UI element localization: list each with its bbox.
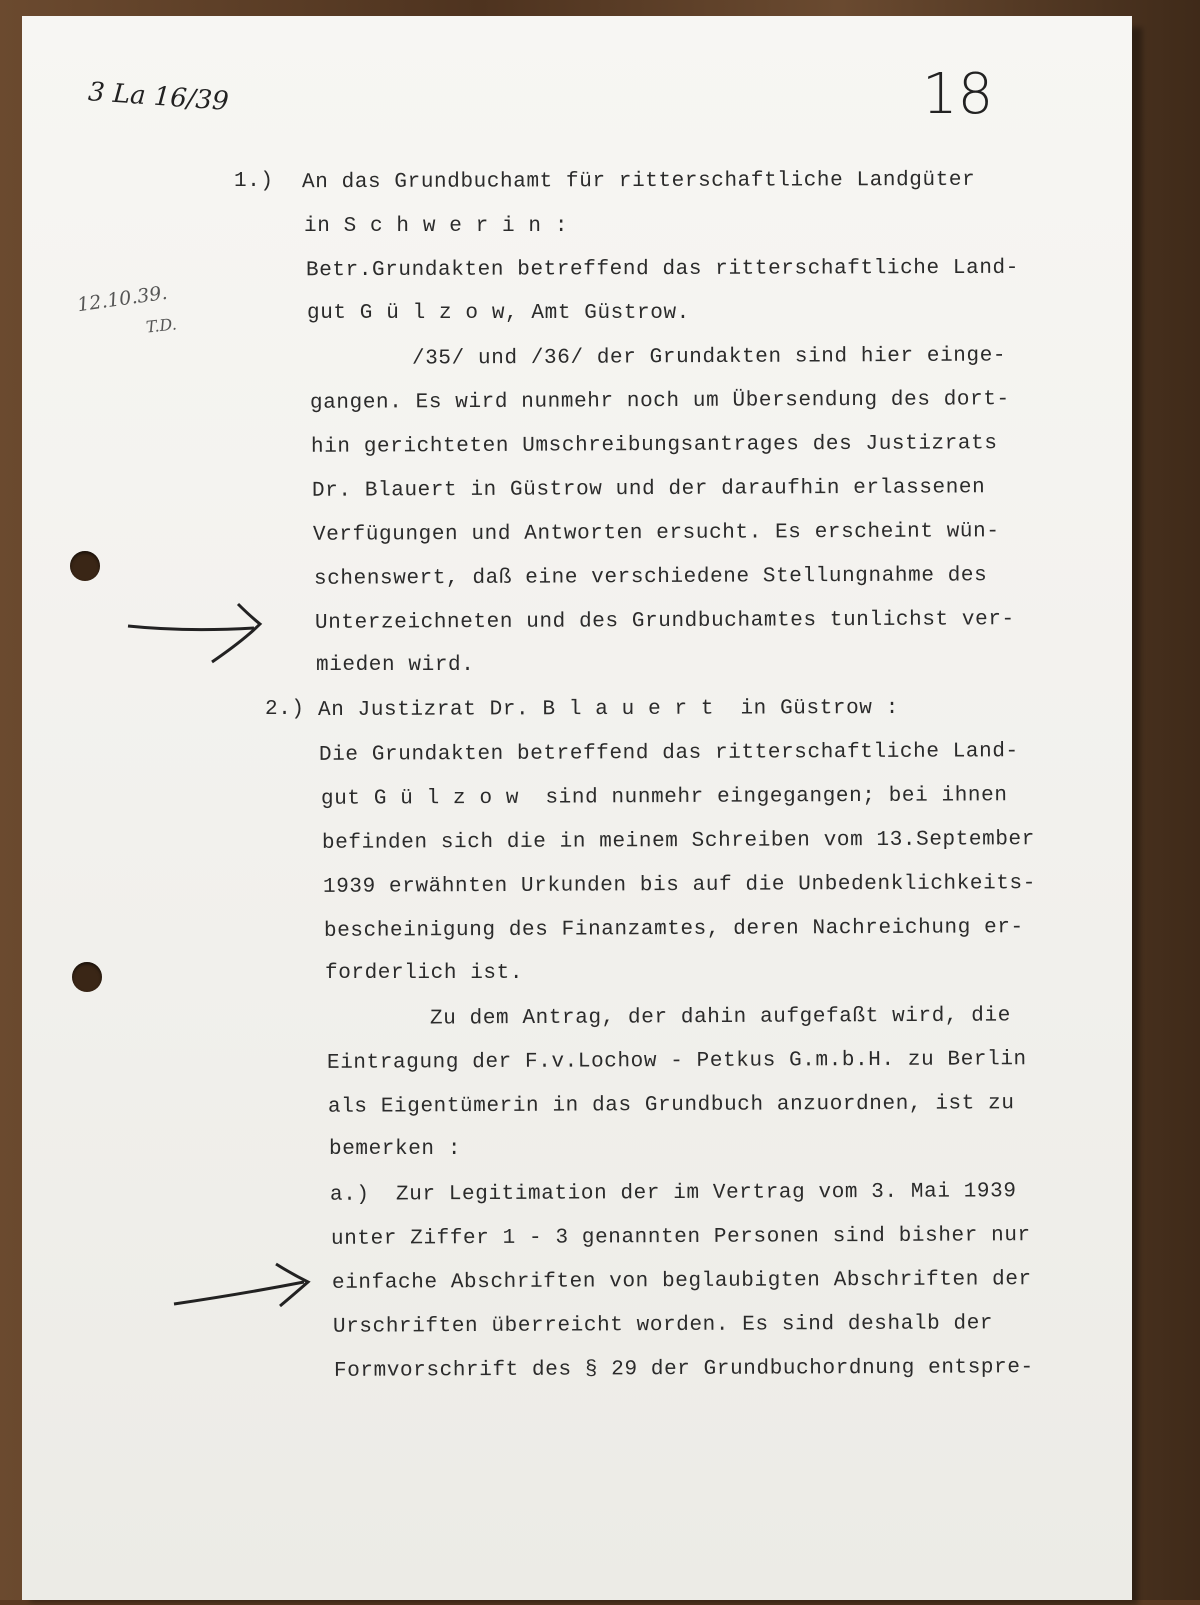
text-line: Die Grundakten betreffend das ritterschaftliche Land- xyxy=(318,740,1019,767)
text-line: als Eigentümerin in das Grundbuch anzuordnen, ist zu xyxy=(327,1092,1015,1119)
punch-hole-lower xyxy=(72,962,102,992)
text-line: gangen. Es wird nunmehr noch um Übersendung des dort- xyxy=(309,388,1010,415)
text-line: An Justizrat Dr. B l a u e r t in Güstrow : xyxy=(317,696,899,723)
margin-arrow-icon xyxy=(172,1256,312,1326)
margin-note-date: 12.10.39. xyxy=(75,281,169,317)
text-line: a.) Zur Legitimation der im Vertrag vom 3. Mai 1939 xyxy=(329,1180,1017,1207)
text-line: gut G ü l z o w sind nunmehr eingegangen; bei ihnen xyxy=(320,784,1008,811)
page-number: 18 xyxy=(922,62,994,127)
text-line: einfache Abschriften von beglaubigten Abschriften der xyxy=(331,1268,1032,1295)
text-line: bemerken : xyxy=(329,1138,462,1161)
document-page xyxy=(22,16,1132,1600)
text-line: 1939 erwähnten Urkunden bis auf die Unbedenklichkeits- xyxy=(322,872,1036,899)
text-line: Zu dem Antrag, der dahin aufgefaßt wird, die xyxy=(429,1004,1011,1031)
punch-hole-upper xyxy=(70,551,100,581)
text-line: unter Ziffer 1 - 3 genannten Personen sind bisher nur xyxy=(330,1224,1031,1251)
text-line: gut G ü l z o w, Amt Güstrow. xyxy=(307,302,690,325)
text-line: hin gerichteten Umschreibungsantrages des Justizrats xyxy=(310,432,998,459)
text-line: bescheinigung des Finanzamtes, deren Nachreichung er- xyxy=(323,916,1024,943)
margin-arrow-icon xyxy=(126,598,266,668)
text-line: befinden sich die in meinem Schreiben vom 13.September xyxy=(321,828,1035,855)
file-reference: 3 La 16/39 xyxy=(87,77,230,117)
text-line: Betr.Grundakten betreffend das ritterschaftliche Land- xyxy=(305,256,1019,283)
text-line: An das Grundbuchamt für ritterschaftliche Landgüter xyxy=(301,168,976,195)
text-line: forderlich ist. xyxy=(325,962,524,985)
text-line: Urschriften überreicht worden. Es sind deshalb der xyxy=(332,1312,994,1339)
text-line: Formvorschrift des § 29 der Grundbuchordnung entspre- xyxy=(333,1356,1034,1383)
text-line: in S c h w e r i n : xyxy=(304,215,569,238)
text-line: Verfügungen und Antworten ersucht. Es erscheint wün- xyxy=(312,520,1000,547)
text-line: mieden wird. xyxy=(316,654,475,677)
margin-note-initials: T.D. xyxy=(145,314,178,337)
text-line: /35/ und /36/ der Grundakten sind hier einge- xyxy=(411,344,1007,371)
text-line: schenswert, daß eine verschiedene Stellungnahme des xyxy=(313,564,988,591)
text-line: Dr. Blauert in Güstrow und der daraufhin erlassenen xyxy=(311,476,986,503)
section-number: 2.) xyxy=(265,698,305,721)
text-line: Unterzeichneten und des Grundbuchamtes tunlichst ver- xyxy=(314,608,1015,635)
text-line: Eintragung der F.v.Lochow - Petkus G.m.b.H. zu Berlin xyxy=(326,1048,1027,1075)
section-number: 1.) xyxy=(234,170,274,193)
